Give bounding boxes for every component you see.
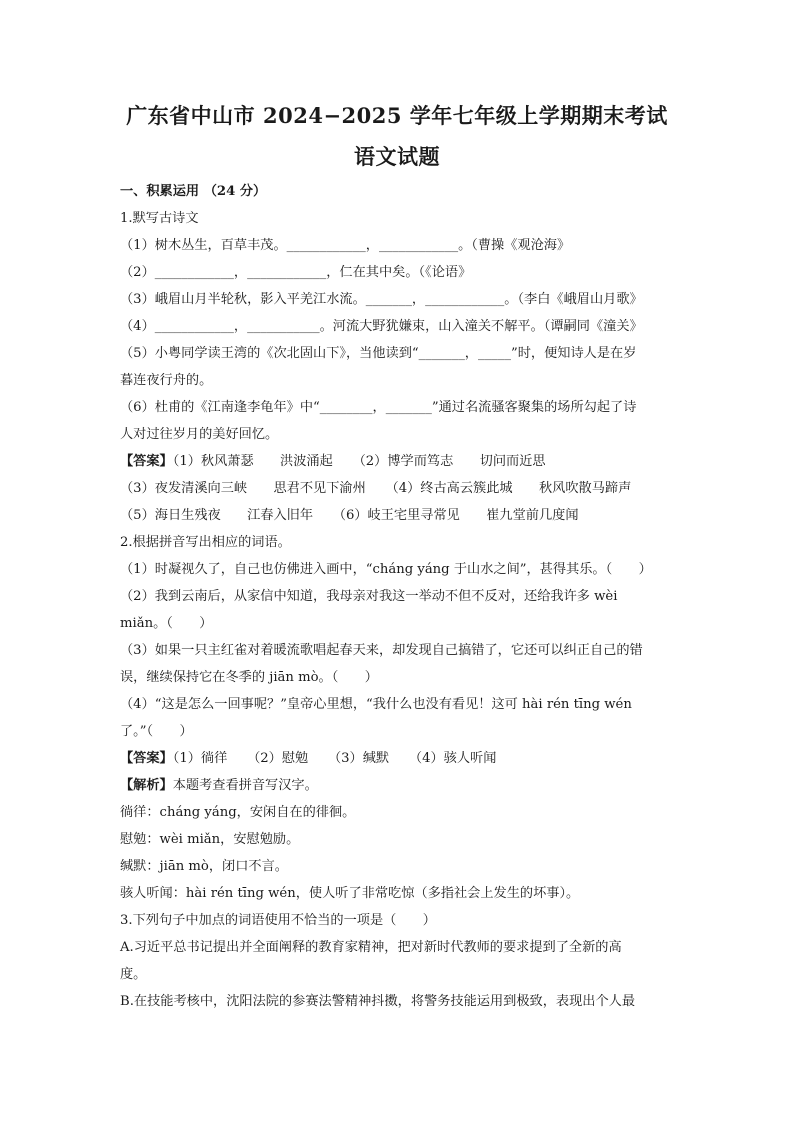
answer-tag: 【解析】	[120, 778, 173, 793]
line-text: A.习近平总书记提出并全面阐释的教育家精神，把对新时代教师的要求提到了全新的高	[120, 940, 622, 955]
line-text: （1）时凝视久了，自己也仿佛进入画中，“cháng yáng 于山水之间”，甚得其乐。（ ）	[120, 562, 652, 577]
text-line	[120, 934, 680, 961]
line-text: （4）“这是怎么一回事呢？”皇帝心里想，“我什么也没有看见！这可 hài rén tīng wén	[120, 697, 632, 712]
answer-line	[120, 745, 680, 772]
line-text: （3）夜发清溪向三峡 思君不见下渝州 （4）终古高云簇此城 秋风吹散马蹄声	[120, 481, 632, 496]
document-subtitle: 语文试题	[354, 144, 440, 169]
text-line	[120, 232, 680, 259]
text-line	[120, 664, 680, 691]
line-text: （4）____________，___________。河流大野犹嫌束，山入潼关不解平。（谭嗣同《潼关》	[120, 319, 643, 334]
line-text: （2）____________，____________，仁在其中矣。（《论语》	[120, 265, 472, 280]
text-line	[120, 583, 680, 610]
text-line	[120, 421, 680, 448]
text-line	[120, 313, 680, 340]
text-line	[120, 340, 680, 367]
text-line	[120, 718, 680, 745]
text-line	[120, 961, 680, 988]
text-line	[120, 691, 680, 718]
text-line	[120, 367, 680, 394]
answer-tag: 【答案】	[120, 751, 173, 766]
text-line	[120, 502, 680, 529]
line-text: 一、积累运用 （24 分）	[120, 184, 267, 199]
line-text: 本题考查看拼音写汉字。	[172, 778, 318, 793]
text-line	[120, 853, 680, 880]
answer-line	[120, 772, 680, 799]
line-text: 骇人听闻：hài rén tīng wén，使人听了非常吃惊（多指社会上发生的坏事）。	[120, 886, 580, 901]
line-text: 缄默：jiān mò，闭口不言。	[120, 859, 288, 874]
line-text: 度。	[120, 967, 147, 982]
line-text: （6）杜甫的《江南逢李龟年》中“________，_______”通过名流骚客聚集的场所勾起了诗	[120, 400, 637, 415]
line-text: （3）如果一只主红雀对着暖流歌唱起春天来，却发现自己搞错了，它还可以纠正自己的错	[120, 643, 643, 658]
line-text: 误，继续保持它在冬季的 jiān mò。（ ）	[120, 670, 378, 685]
line-text: 1.默写古诗文	[120, 211, 199, 226]
line-text: B.在技能考核中，沈阳法院的参赛法警精神抖擞，将警务技能运用到极致，表现出个人最	[120, 994, 636, 1009]
text-line	[120, 637, 680, 664]
text-line	[120, 799, 680, 826]
line-text: 3.下列句子中加点的词语使用不恰当的一项是（ ）	[120, 913, 436, 928]
line-text: （5）小粤同学读王湾的《次北固山下》，当他读到“_______，_____”时，便知诗人是在岁	[120, 346, 637, 361]
text-line	[120, 556, 680, 583]
text-line	[120, 988, 680, 1015]
line-text: 人对过往岁月的美好回忆。	[120, 427, 279, 442]
line-text: （1）徜徉 （2）慰勉 （3）缄默 （4）骇人听闻	[172, 751, 497, 766]
text-line	[120, 610, 680, 637]
text-line	[120, 826, 680, 853]
line-text: 暮连夜行舟的。	[120, 373, 213, 388]
text-line	[120, 880, 680, 907]
line-text: 徜徉：cháng yáng，安闲自在的徘徊。	[120, 805, 356, 820]
line-text: miǎn。（ ）	[120, 616, 213, 631]
line-text: （1）秋风萧瑟 洪波涌起 （2）博学而笃志 切问而近思	[172, 454, 546, 469]
text-line	[120, 286, 680, 313]
answer-tag: 【答案】	[120, 454, 173, 469]
document-body	[120, 178, 680, 1015]
text-line	[120, 259, 680, 286]
line-text: 2.根据拼音写出相应的词语。	[120, 535, 291, 550]
line-text: （5）海日生残夜 江春入旧年 （6）岐王宅里寻常见 崔九堂前几度闻	[120, 508, 579, 523]
text-line	[120, 475, 680, 502]
text-line	[120, 907, 680, 934]
line-text: 慰勉：wèi miǎn，安慰勉励。	[120, 832, 300, 847]
section-heading	[120, 178, 680, 205]
line-text: （1）树木丛生，百草丰茂。____________，____________。（曹操《观沧海》	[120, 238, 571, 253]
line-text: 了。”（ ）	[120, 724, 193, 739]
text-line	[120, 205, 680, 232]
answer-line	[120, 448, 680, 475]
line-text: （2）我到云南后，从家信中知道，我母亲对我这一举动不但不反对，还给我许多 wèi	[120, 589, 618, 604]
text-line	[120, 394, 680, 421]
line-text: （3）峨眉山月半轮秋，影入平羌江水流。_______，____________。（李白《峨眉山月歌》	[120, 292, 643, 307]
text-line	[120, 529, 680, 556]
document-title: 广东省中山市 2024−2025 学年七年级上学期期末考试	[126, 103, 668, 128]
